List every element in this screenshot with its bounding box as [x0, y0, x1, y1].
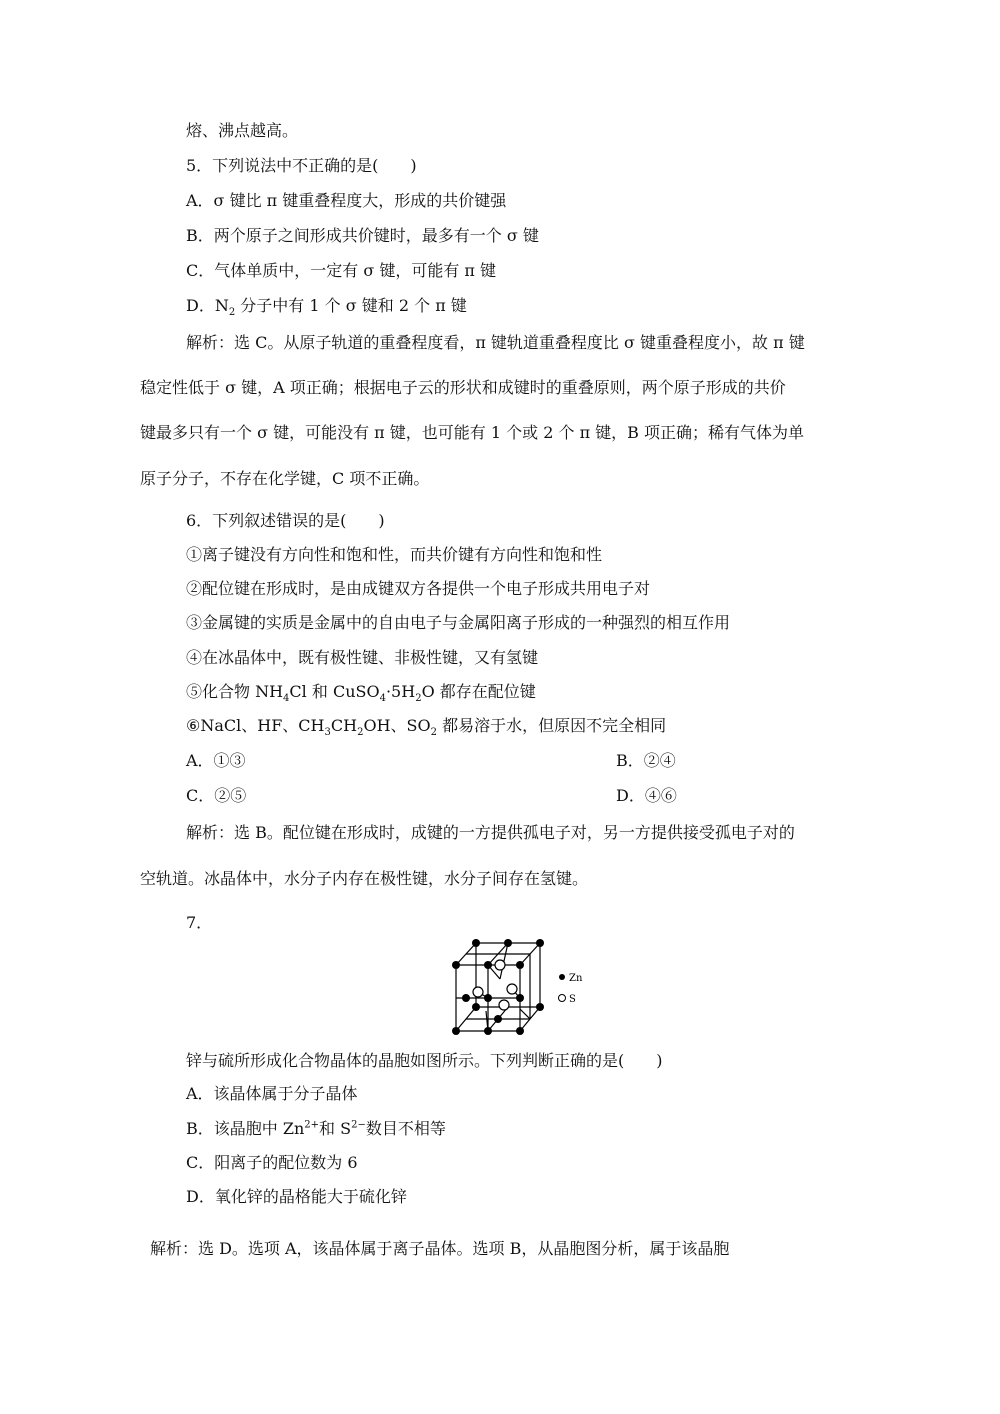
q6-statement-1: ①离子键没有方向性和饱和性，而共价键有方向性和饱和性	[186, 545, 603, 564]
q6-option-d: D．④⑥	[616, 786, 677, 805]
question-7: 7．	[186, 913, 213, 932]
q5-analysis-line-1: 解析：选 C。从原子轨道的重叠程度看，π 键轨道重叠程度比 σ 键重叠程度小，故 π 键	[186, 333, 805, 352]
q7-option-a: A．该晶体属于分子晶体	[186, 1084, 358, 1103]
q6-statement-6: ⑥NaCl、HF、$CH_3CH_2OH$、$SO_2$ 都易溶于水，但原因不完全相同	[186, 716, 667, 739]
q6-option-c: C．②⑤	[186, 786, 247, 805]
q5-analysis-line-4: 原子分子，不存在化学键，C 项不正确。	[140, 469, 430, 488]
q7-option-b: B．该晶胞中 $Zn^{2+}$和 $S^{2-}$数目不相等	[186, 1119, 446, 1138]
q6-statement-5: ⑤化合物 $NH_4Cl$ 和 $CuSO_4\cdot 5H_2O$ 都存在配位键	[186, 682, 536, 705]
q6-statement-4: ④在冰晶体中，既有极性键、非极性键，又有氢键	[186, 648, 539, 667]
q7-option-c: C．阳离子的配位数为 6	[186, 1153, 358, 1172]
q5-option-d: D．$N_2$ 分子中有 1 个 σ 键和 2 个 π 键	[186, 296, 467, 319]
question-5: 5．下列说法中不正确的是( )	[186, 156, 417, 175]
q5-option-b: B．两个原子之间形成共价键时，最多有一个 σ 键	[186, 226, 539, 245]
q6-statement-2: ②配位键在形成时，是由成键双方各提供一个电子形成共用电子对	[186, 579, 651, 598]
q7-analysis-line-1: 解析：选 D。选项 A，该晶体属于离子晶体。选项 B，从晶胞图分析，属于该晶胞	[150, 1239, 730, 1258]
q6-statement-3: ③金属键的实质是金属中的自由电子与金属阳离子形成的一种强烈的相互作用	[186, 613, 731, 632]
q5-option-a: A．σ 键比 π 键重叠程度大，形成的共价键强	[186, 191, 507, 210]
q6-analysis-line-1: 解析：选 B。配位键在形成时，成键的一方提供孤电子对，另一方提供接受孤电子对的	[186, 823, 795, 842]
zn-legend-icon	[559, 974, 565, 980]
q5-analysis-line-3: 键最多只有一个 σ 键，可能没有 π 键，也可能有 1 个或 2 个 π 键，B 项正确；稀有气体为单	[140, 423, 805, 442]
q5-option-c: C．气体单质中，一定有 σ 键，可能有 π 键	[186, 261, 497, 280]
q5-analysis-line-2: 稳定性低于 σ 键，A 项正确；根据电子云的形状和成键时的重叠原则，两个原子形成的共价	[140, 378, 786, 397]
question-6: 6．下列叙述错误的是( )	[186, 511, 385, 530]
q7-option-d: D．氧化锌的晶格能大于硫化锌	[186, 1187, 407, 1206]
text-line: 熔、沸点越高。	[186, 121, 299, 140]
zns-unit-cell-figure	[438, 935, 598, 1040]
q6-option-b: B．②④	[616, 751, 676, 770]
q6-option-a: A．①③	[186, 751, 246, 770]
s-legend-icon	[559, 995, 566, 1002]
q6-analysis-line-2: 空轨道。冰晶体中，水分子内存在极性键，水分子间存在氢键。	[140, 869, 589, 888]
legend-zn: Zn	[569, 973, 583, 984]
legend-s: S	[569, 994, 576, 1005]
q7-stem: 锌与硫所形成化合物晶体的晶胞如图所示。下列判断正确的是( )	[186, 1051, 663, 1070]
